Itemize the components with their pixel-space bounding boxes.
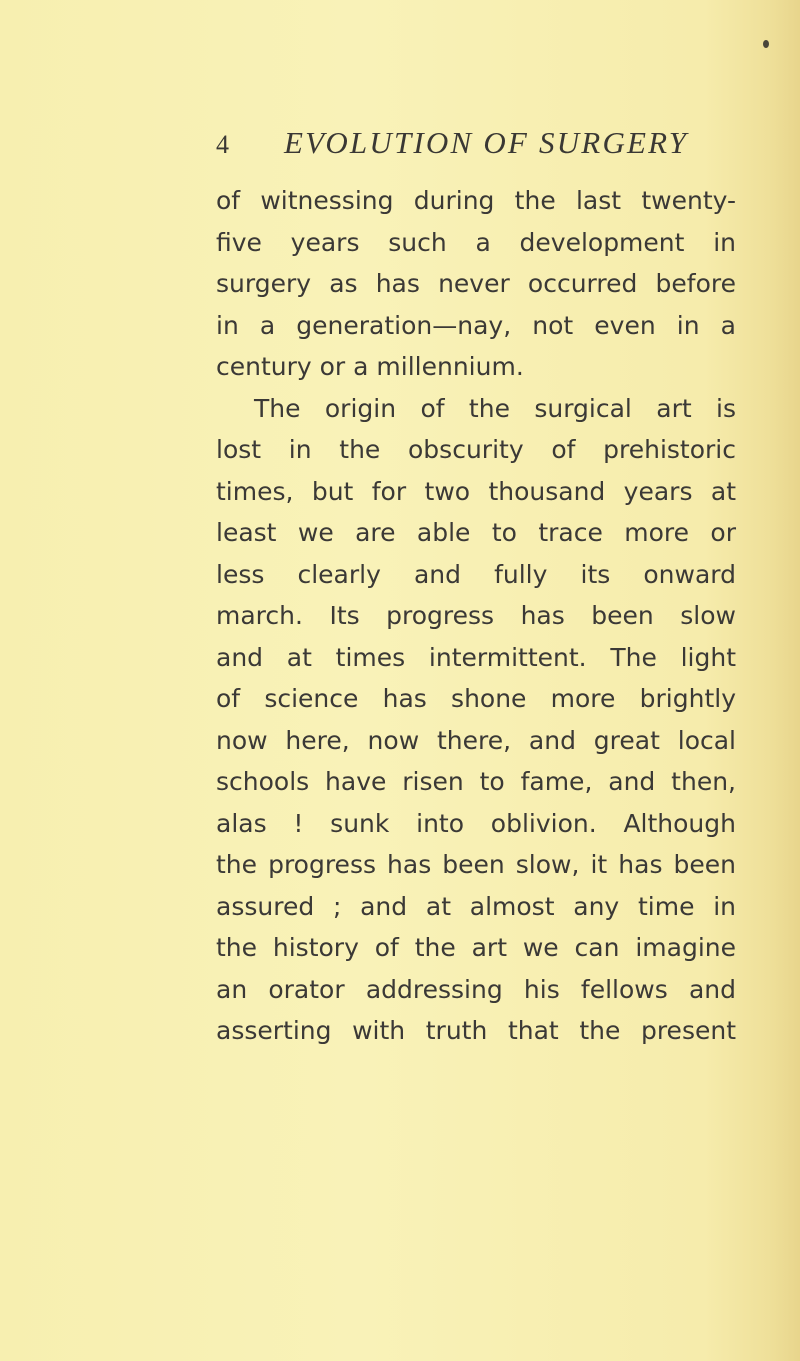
ink-spot [763,40,769,48]
text-line: assured ; and at almost any time in [216,891,736,921]
text-line: asserting with truth that the present [216,1016,736,1045]
text-line: and at times intermittent. The light [216,642,736,672]
text-line: less clearly and fully its onward [216,559,736,589]
text-line: five years such a development in [216,227,736,257]
text-line: least we are able to trace more or [216,518,736,547]
running-head [216,124,736,164]
text-line: an orator addressing his fellows and [216,974,736,1004]
page-number: 4 [216,130,229,159]
body-text [216,180,736,1052]
text-line: the history of the art we can imagine [216,933,736,962]
text-line: alas ! sunk into oblivion. Although [216,808,736,838]
running-title: EVOLUTION OF SURGERY [284,125,689,160]
text-line: march. Its progress has been slow [216,601,736,630]
text-line: the progress has been slow, it has been [216,850,736,879]
text-line: of witnessing during the last twenty- [216,186,736,215]
text-line: in a generation—nay, not even in a [216,310,736,340]
text-line: now here, now there, and great local [216,725,736,755]
text-line: of science has shone more brightly [216,684,736,713]
text-line: schools have risen to fame, and then, [216,767,736,796]
text-line: lost in the obscurity of prehistoric [216,435,736,464]
text-line: century or a millennium. [216,352,524,381]
text-line: The origin of the surgical art is [254,393,736,423]
text-line: surgery as has never occurred before [216,269,736,298]
text-line: times, but for two thousand years at [216,476,736,506]
